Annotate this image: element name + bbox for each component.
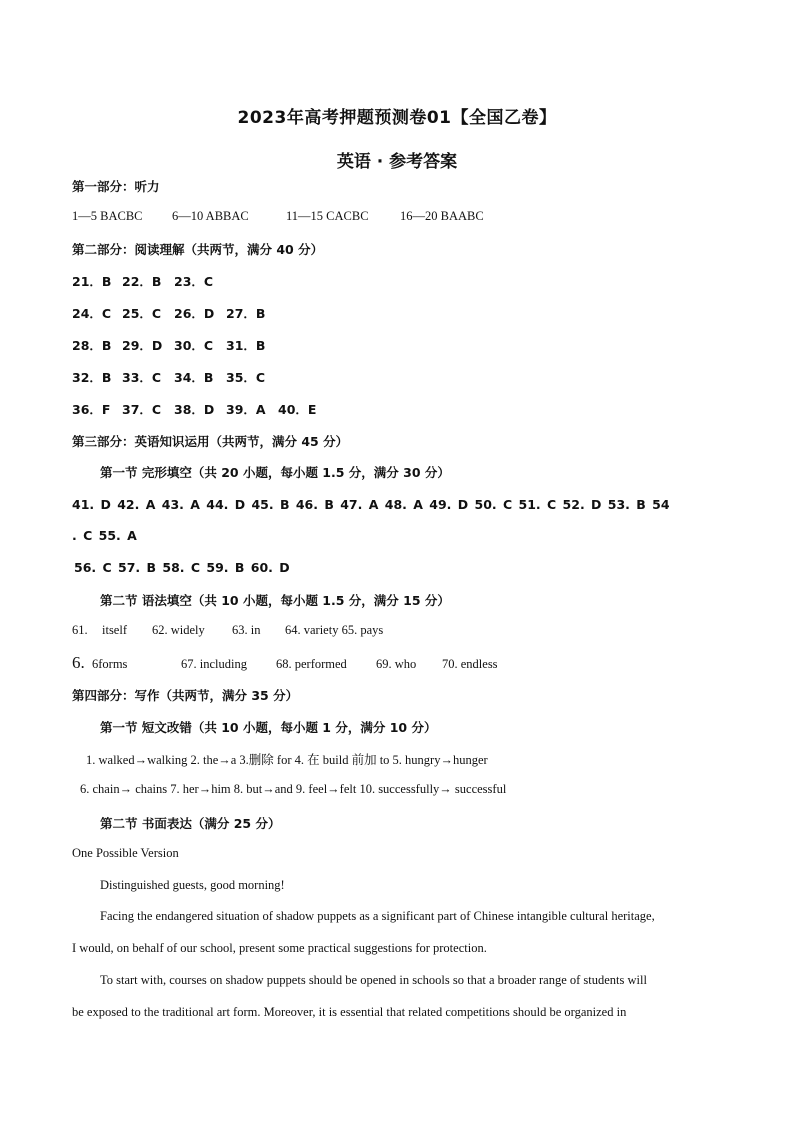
answer-item: 36．F <box>72 402 111 417</box>
cloze-answers-line-1: 41. D 42. A 43. A 44. D 45. B 46. B 47. A 48. A 49. D 50. C 51. C 52. D 53. B 54 <box>72 497 670 512</box>
listening-answer-3: 11—15 CACBC <box>286 209 369 223</box>
grammar-answer: 67. including <box>181 657 247 671</box>
answer-item: 31．B <box>226 338 266 353</box>
listening-answer-2: 6—10 ABBAC <box>172 209 249 223</box>
grammar-section-heading: 第二节 语法填空（共 10 小题，每小题 1.5 分，满分 15 分） <box>100 593 450 608</box>
writing-section-heading: 第二节 书面表达（满分 25 分） <box>100 816 281 831</box>
cloze-answers-line-3: 56. C 57. B 58. C 59. B 60. D <box>74 560 290 575</box>
answer-item: 25．C <box>122 306 162 321</box>
grammar-answer: 64. variety 65. pays <box>285 623 384 637</box>
cloze-section-heading: 第一节 完形填空（共 20 小题，每小题 1.5 分，满分 30 分） <box>100 465 450 480</box>
answer-item: 37．C <box>122 402 162 417</box>
grammar-answer: 62. widely <box>152 623 205 637</box>
answer-item: 23．C <box>174 274 214 289</box>
grammar-answer-number: 6. <box>72 653 85 672</box>
part2-heading: 第二部分：阅读理解（共两节，满分 40 分） <box>72 242 324 257</box>
cloze-answers-line-2: . C 55. A <box>72 528 137 543</box>
version-label: One Possible Version <box>72 846 179 860</box>
answer-item: 29．D <box>122 338 163 353</box>
grammar-answer: 61. <box>72 623 88 637</box>
answer-item: 22．B <box>122 274 162 289</box>
answer-item: 39．A <box>226 402 266 417</box>
document-title: 2023年高考押题预测卷01【全国乙卷】 <box>237 108 557 128</box>
grammar-answer: 68. performed <box>276 657 347 671</box>
answer-item: 35．C <box>226 370 266 385</box>
answer-item: 24．C <box>72 306 112 321</box>
essay-greeting: Distinguished guests, good morning! <box>100 878 285 892</box>
grammar-answer: 69. who <box>376 657 417 671</box>
answer-item: 38．D <box>174 402 215 417</box>
essay-paragraph-1-line-2: I would, on behalf of our school, present some practical suggestions for protection. <box>72 941 487 955</box>
part3-heading: 第三部分：英语知识运用（共两节，满分 45 分） <box>72 434 349 449</box>
grammar-answer: 63. in <box>232 623 261 637</box>
grammar-answer: 6forms <box>92 657 128 671</box>
essay-paragraph-1-line-1: Facing the endangered situation of shadow puppets as a significant part of Chinese intangible cultural heritage, <box>100 909 655 923</box>
grammar-answer: itself <box>102 623 127 637</box>
part1-heading: 第一部分：听力 <box>72 179 160 194</box>
essay-paragraph-2-line-1: To start with, courses on shadow puppets should be opened in schools so that a broader range of students will <box>100 973 647 987</box>
error-correction-line-2: 6. chain→ chains 7. her→him 8. but→and 9. feel→felt 10. successfully→ successful <box>80 782 507 796</box>
answer-item: 21．B <box>72 274 112 289</box>
answer-item: 40．E <box>278 402 317 417</box>
grammar-answer: 70. endless <box>442 657 498 671</box>
answer-item: 26．D <box>174 306 215 321</box>
answer-item: 33．C <box>122 370 162 385</box>
answer-item: 30．C <box>174 338 214 353</box>
error-correction-heading: 第一节 短文改错（共 10 小题，每小题 1 分，满分 10 分） <box>100 720 437 735</box>
error-correction-line-1: 1. walked→walking 2. the→a 3.删除 for 4. 在 build 前加 to 5. hungry→hunger <box>86 753 488 767</box>
listening-answer-1: 1—5 BACBC <box>72 209 143 223</box>
answer-item: 32．B <box>72 370 112 385</box>
essay-paragraph-2-line-2: be exposed to the traditional art form. Moreover, it is essential that related competitions should be organized in <box>72 1005 627 1019</box>
answer-item: 28．B <box>72 338 112 353</box>
answer-item: 27．B <box>226 306 266 321</box>
document-subtitle: 英语 · 参考答案 <box>336 152 458 172</box>
part4-heading: 第四部分：写作（共两节，满分 35 分） <box>72 688 299 703</box>
answer-item: 34．B <box>174 370 214 385</box>
listening-answer-4: 16—20 BAABC <box>400 209 484 223</box>
